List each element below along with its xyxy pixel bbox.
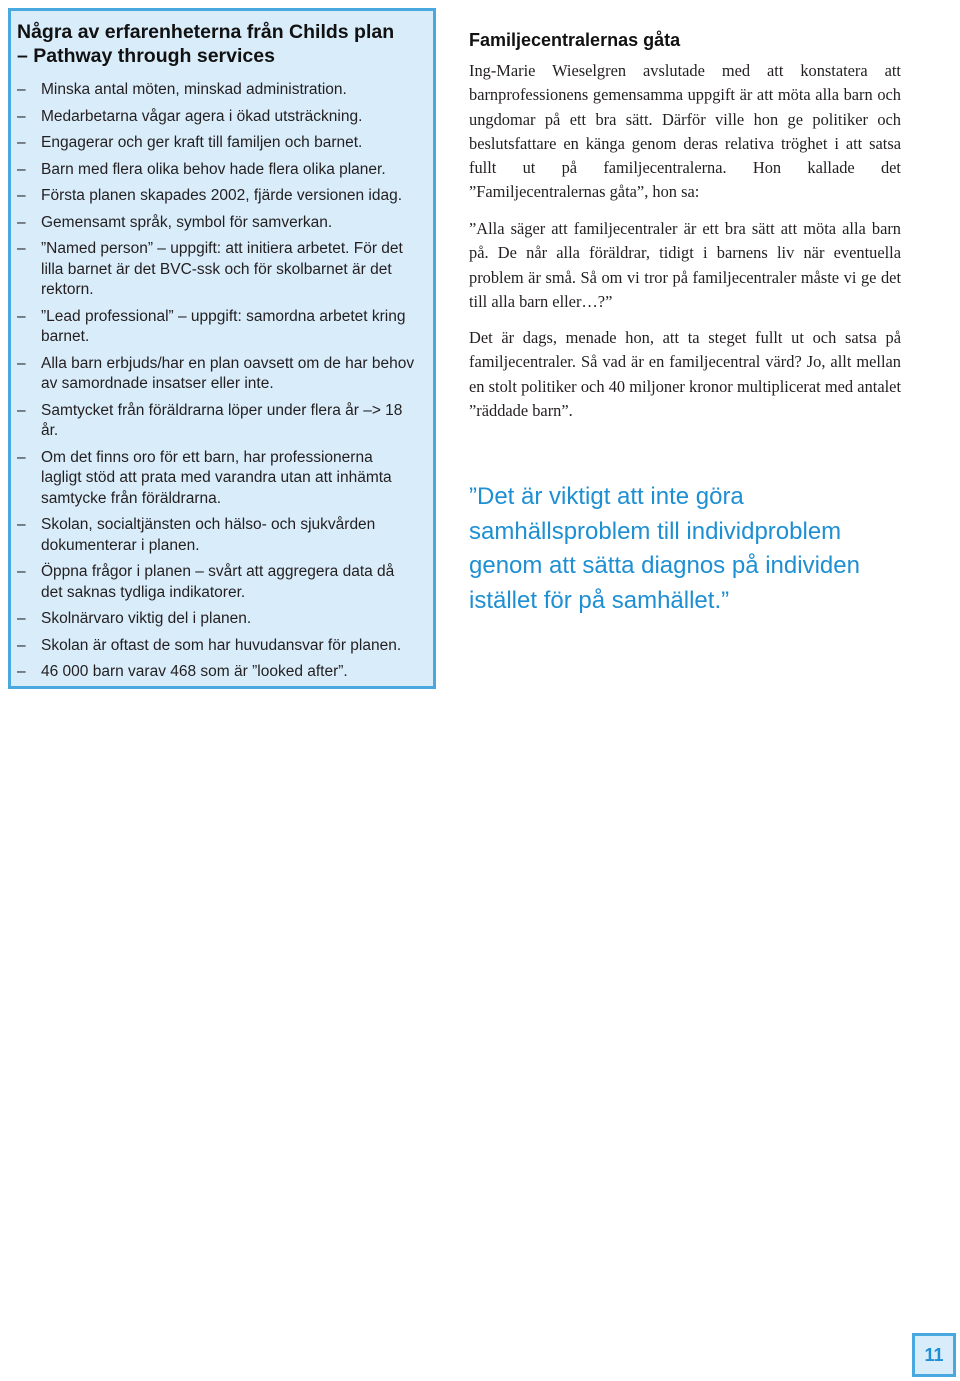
pull-quote: ”Det är viktigt att inte göra samhällsproblem till individproblem genom att sätta diagnos på individen istället för på samhället.”	[469, 483, 860, 614]
fact-box-title-line1: Några av erfarenheterna från Childs plan	[17, 21, 395, 43]
list-item: – Första planen skapades 2002, fjärde versionen idag.	[17, 186, 417, 207]
page-number: 11	[912, 1333, 956, 1377]
fact-box-list	[17, 80, 417, 683]
article-title: Familjecentralernas gåta	[469, 30, 681, 50]
list-item: – Medarbetarna vågar agera i ökad utsträckning.	[17, 107, 417, 128]
list-item: – Samtycket från föräldrarna löper under flera år –> 18 år.	[17, 401, 417, 442]
list-item: – Om det finns oro för ett barn, har professionerna lagligt stöd att prata med varandra utan att inhämta samtycke från föräldrarna.	[17, 448, 417, 510]
list-item: – ”Lead professional” – uppgift: samordna arbetet kring barnet.	[17, 307, 417, 348]
list-item: – Barn med flera olika behov hade flera olika planer.	[17, 160, 417, 181]
list-item: – Skolnärvaro viktig del i planen.	[17, 609, 417, 630]
list-item: – Alla barn erbjuds/har en plan oavsett om de har behov av samordnade insatser eller inte.	[17, 354, 417, 395]
list-item: – 46 000 barn varav 468 som är ”looked after”.	[17, 662, 417, 683]
list-item: – Minska antal möten, minskad administration.	[17, 80, 417, 101]
list-item: – Gemensamt språk, symbol för samverkan.	[17, 213, 417, 234]
list-item: – Öppna frågor i planen – svårt att aggregera data då det saknas tydliga indikatorer.	[17, 562, 417, 603]
article-paragraph-3: Det är dags, menade hon, att ta steget fullt ut och satsa på familjecentraler. Så vad är en familjecentral värd? Jo, allt mellan en stolt politiker och 40 miljoner kronor multiplicerat med antalet ”räddade barn”.	[469, 328, 901, 420]
article-paragraph-2: ”Alla säger att familjecentraler är ett bra sätt att möta alla barn på. De når alla föräldrar, tidigt i barnens liv när eventuella problem är små. Så om vi tror på familjecentraler måste vi ge det till alla barn eller…?”	[469, 219, 901, 311]
list-item: – Skolan är oftast de som har huvudansvar för planen.	[17, 636, 417, 657]
fact-box-title-line2: – Pathway through services	[17, 45, 275, 67]
article-paragraph-1: Ing-Marie Wieselgren avslutade med att konstatera att barnprofessionens gemensamma uppgift är att möta alla barn och ungdomar på ett bra sätt. Därför ville hon ge politiker och beslutsfattare en känga genom deras relativa tröghet i att satsa fullt ut på familjecentralerna. Hon kallade det ”Familjecentralernas gåta”, hon sa:	[469, 61, 901, 202]
list-item: – Engagerar och ger kraft till familjen och barnet.	[17, 133, 417, 154]
fact-box-title	[17, 20, 417, 68]
list-item: – Skolan, socialtjänsten och hälso- och sjukvården dokumenterar i planen.	[17, 515, 417, 556]
list-item: – ”Named person” – uppgift: att initiera arbetet. För det lilla barnet är det BVC-ssk och för skolbarnet är det rektorn.	[17, 239, 417, 301]
